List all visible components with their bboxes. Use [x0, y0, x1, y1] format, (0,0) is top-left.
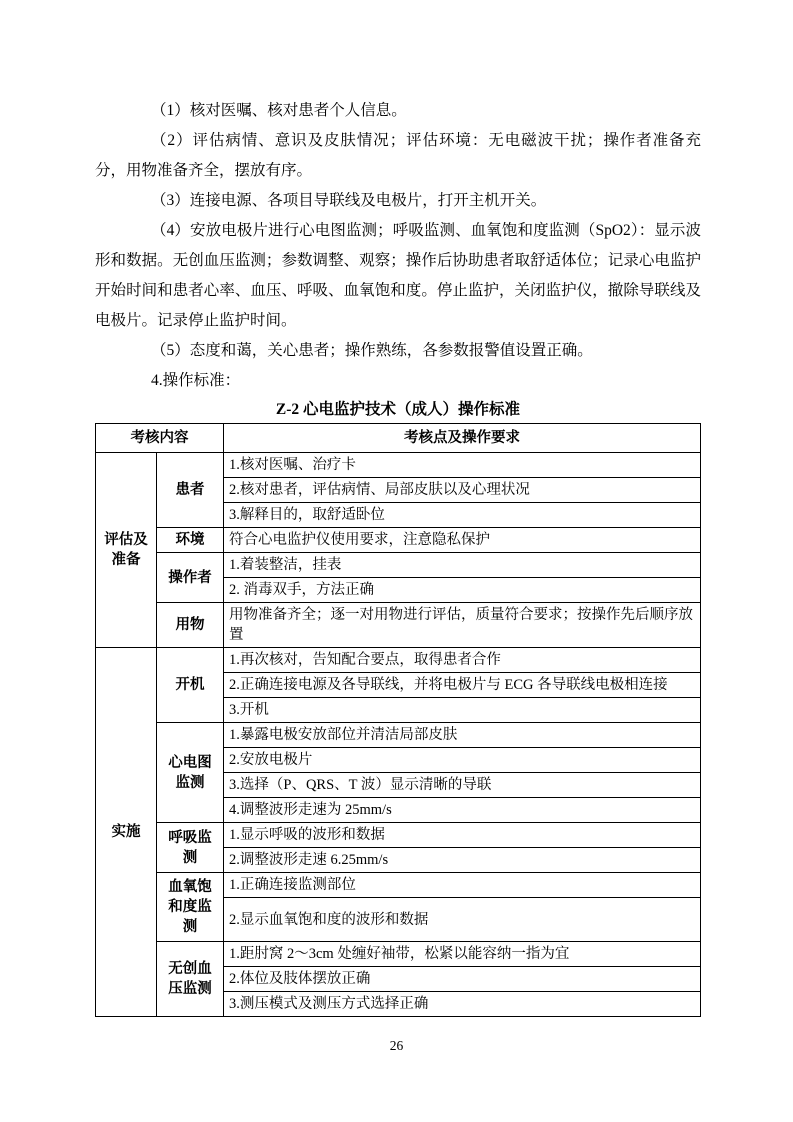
- requirement-cell: 1.暴露电极安放部位并清洁局部皮肤: [224, 723, 701, 748]
- document-content: [95, 96, 701, 1017]
- requirement-cell: 3.解释目的，取舒适卧位: [224, 503, 701, 528]
- sub-cell-ecg-monitor: 心电图监测: [157, 723, 224, 823]
- page-number: 26: [389, 1038, 404, 1053]
- paragraph-3: （3）连接电源、各项目导联线及电极片，打开主机开关。: [151, 192, 547, 209]
- requirement-cell: 3.选择（P、QRS、T 波）显示清晰的导联: [224, 773, 701, 798]
- requirement-cell: 1.距肘窝 2～3cm 处缠好袖带，松紧以能容纳一指为宜: [224, 942, 701, 967]
- sub-cell-environment: 环境: [157, 528, 224, 553]
- requirement-cell: 2.调整波形走速 6.25mm/s: [224, 848, 701, 873]
- table-row: [96, 723, 701, 748]
- table-title: Z-2 心电监护技术（成人）操作标准: [275, 401, 521, 418]
- sub-cell-patient: 患者: [157, 453, 224, 528]
- requirement-cell: 2.显示血氧饱和度的波形和数据: [224, 898, 701, 942]
- requirement-cell: 2.核对患者，评估病情、局部皮肤以及心理状况: [224, 478, 701, 503]
- paragraph-5: （5）态度和蔼，关心患者；操作熟练，各参数报警值设置正确。: [151, 342, 593, 359]
- group-cell-implement: 实施: [96, 648, 157, 1017]
- requirement-cell: 1.再次核对，告知配合要点，取得患者合作: [224, 648, 701, 673]
- requirement-cell: 2.体位及肢体摆放正确: [224, 967, 701, 992]
- requirement-cell: 3.开机: [224, 698, 701, 723]
- requirement-cell: 符合心电监护仪使用要求，注意隐私保护: [224, 528, 701, 553]
- paragraph-1: （1）核对医嘱、核对患者个人信息。: [151, 102, 407, 119]
- sub-cell-operator: 操作者: [157, 553, 224, 603]
- sub-cell-supplies: 用物: [157, 603, 224, 648]
- table-row: [96, 453, 701, 478]
- table-row: [96, 648, 701, 673]
- sub-cell-respiration-monitor: 呼吸监测: [157, 823, 224, 873]
- group-cell-assess-prepare: 评估及准备: [96, 453, 157, 648]
- requirement-cell: 1.核对医嘱、治疗卡: [224, 453, 701, 478]
- sub-cell-power-on: 开机: [157, 648, 224, 723]
- header-assessment-content: 考核内容: [96, 424, 224, 453]
- table-row: [96, 553, 701, 578]
- header-operation-requirements: 考核点及操作要求: [224, 424, 701, 453]
- requirement-cell: 3.测压模式及测压方式选择正确: [224, 992, 701, 1017]
- sub-cell-nibp-monitor: 无创血压监测: [157, 942, 224, 1017]
- paragraph-2: （2）评估病情、意识及皮肤情况；评估环境：无电磁波干扰；操作者准备充分，用物准备齐全，摆放有序。: [95, 132, 701, 179]
- requirement-cell: 2.安放电极片: [224, 748, 701, 773]
- sub-cell-spo2-monitor: 血氧饱和度监测: [157, 873, 224, 942]
- table-row: [96, 873, 701, 898]
- requirement-cell: 用物准备齐全；逐一对用物进行评估，质量符合要求；按操作先后顺序放置: [224, 603, 701, 648]
- table-header-row: [96, 424, 701, 453]
- requirement-cell: 4.调整波形走速为 25mm/s: [224, 798, 701, 823]
- table-row: [96, 823, 701, 848]
- requirement-cell: 1.着装整洁，挂表: [224, 553, 701, 578]
- operation-standard-table: [95, 423, 701, 1017]
- requirement-cell: 2.正确连接电源及各导联线，并将电极片与 ECG 各导联线电极相连接: [224, 673, 701, 698]
- requirement-cell: 1.显示呼吸的波形和数据: [224, 823, 701, 848]
- paragraph-4: （4）安放电极片进行心电图监测；呼吸监测、血氧饱和度监测（SpO2）：显示波形和数据。无创血压监测；参数调整、观察；操作后协助患者取舒适体位；记录心电监护开始时间和患者心率、血压、呼吸、血氧饱和度。停止监护，关闭监护仪，撤除导联线及电极片。记录停止监护时间。: [95, 222, 701, 329]
- step-label: 4.操作标准：: [151, 372, 241, 389]
- table-row: [96, 603, 701, 648]
- table-row: [96, 528, 701, 553]
- requirement-cell: 1.正确连接监测部位: [224, 873, 701, 898]
- table-row: [96, 942, 701, 967]
- requirement-cell: 2. 消毒双手，方法正确: [224, 578, 701, 603]
